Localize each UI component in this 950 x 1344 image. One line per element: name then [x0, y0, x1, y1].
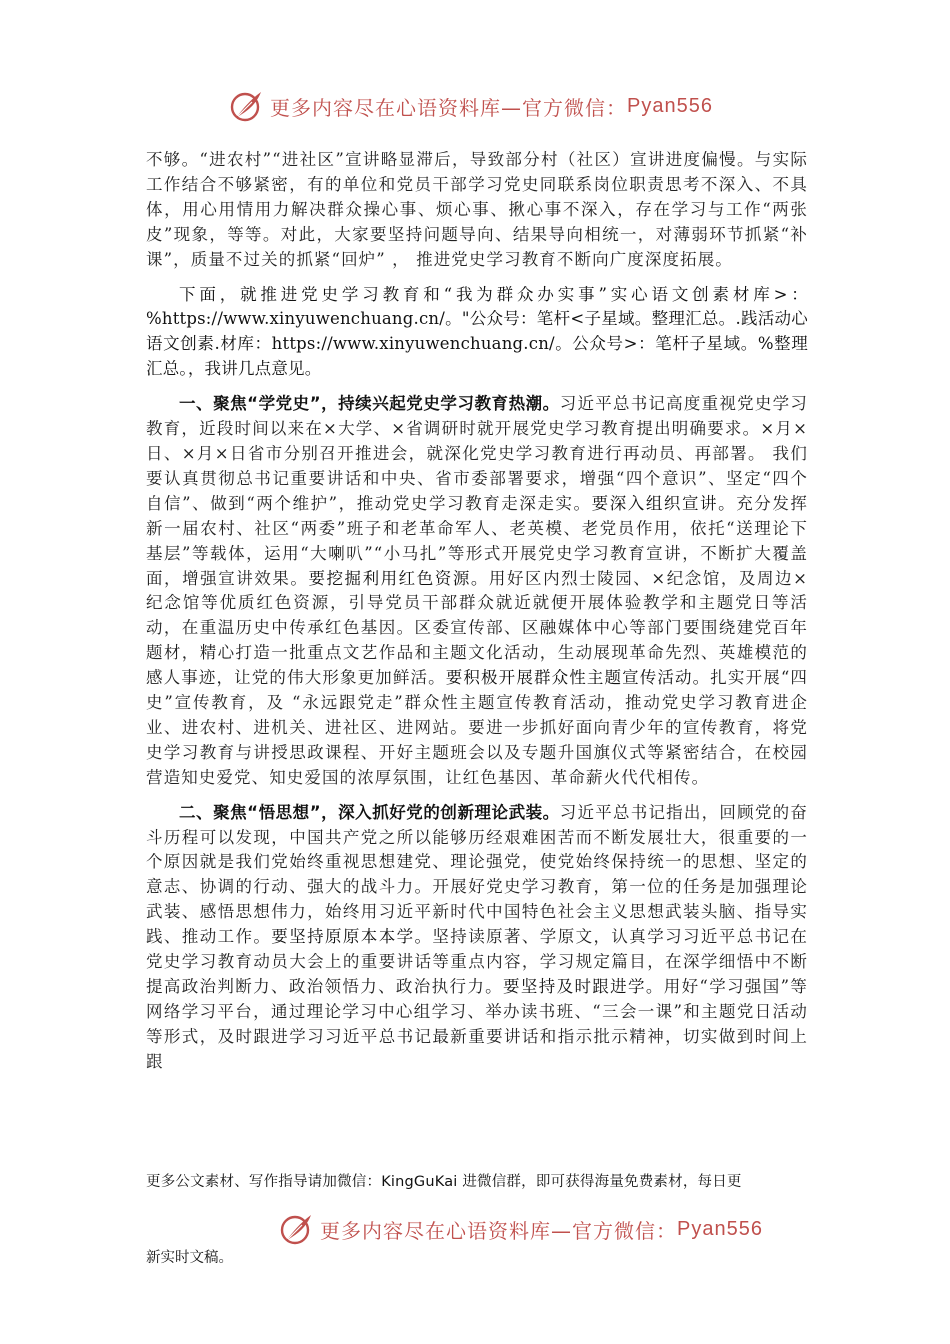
section-two-point-2: 要坚持及时跟进学。	[503, 977, 664, 996]
section-one-text-a: 习近平总书记高度重视党史学习教育，近段时间以来在×大学、×省调研时就开展党史学习教育提出明确要求。×月×日、×月×日省市分别召开推进会，就深化党史学习教育进行再动员、再部署。 我们要认真贯彻总书记重要讲话和中央、省市委部署要求，增强“四个意识”、坚定“四个自信”、做到“两个维护”，推动党史学习教育走深走实。	[146, 394, 808, 513]
section-one-text-b: 充分发挥新一届农村、社区“两委”班子和老革命军人、老英模、老党员作用，依托“送理论下基层”等载体，运用“大喇叭”“小马扎”等形式开展党史学习教育宣讲，不断扩大覆盖面，增强宣讲效果。	[146, 493, 808, 588]
section-two	[146, 801, 808, 1075]
section-one-point-2: 要挖掘利用红色资源。	[308, 568, 489, 588]
footer-promo-continuation: 新实时文稿。	[146, 1250, 233, 1266]
quill-logo-icon	[228, 88, 264, 124]
watermark-text: 更多内容尽在心语资料库—官方微信：	[270, 95, 627, 120]
watermark-text: 更多内容尽在心语资料库—官方微信：	[320, 1218, 677, 1243]
section-one-heading: 一、聚焦“学党史”，持续兴起党史学习教育热潮。	[179, 394, 560, 414]
article-body	[146, 148, 808, 1075]
watermark-banner-bottom	[278, 1207, 763, 1251]
paragraph-intro: 不够。“进农村”“进社区”宣讲略显滞后，导致部分村（社区）宣讲进度偏慢。与实际工作结合不够紧密，有的单位和党员干部学习党史同联系岗位职责思考不深入、不具体，用心用情用力解决群众操心事、烦心事、揪心事不深入，存在学习与工作“两张皮”现象，等等。对此，大家要坚持问题导向、结果导向相统一，对薄弱环节抓紧“补课”，质量不过关的抓紧“回炉” ， 推进党史学习教育不断向广度深度拓展。	[146, 150, 808, 269]
section-two-text-c: 用好“学习强国”等网络学习平台，通过理论学习中心组学习、举办读书班、“三会一课”和主题党日活动等形式，及时跟进学习习近平总书记最新重要讲话和指示批示精神，切实做到时间上跟	[146, 977, 809, 1071]
section-one-point-1: 要深入组织宣讲。	[591, 493, 737, 513]
section-two-text-b: 坚持读原著、学原文，认真学习习近平总书记在党史学习教育动员大会上的重要讲话等重点内容，学习规定篇目，在深学细悟中不断提高政治判断力、政治领悟力、政治执行力。	[146, 927, 808, 996]
section-two-text-a: 习近平总书记指出，回顾党的奋斗历程可以发现，中国共产党之所以能够历经艰难困苦而不断发展壮大，很重要的一个原因就是我们党始终重视思想建党、理论强党，使党始终保持统一的思想、坚定的意志、协调的行动、强大的战斗力。开展好党史学习教育，第一位的任务是加强理论武装、感悟思想伟力，始终用习近平新时代中国特色社会主义思想武装头脑、指导实践、推动工作。	[146, 802, 808, 947]
section-one-text-c: 用好区内烈士陵园、×纪念馆，及周边×纪念馆等优质红色资源，引导党员干部群众就近就便开展体验教学和主题党日等活动，在重温历史中传承红色基因。区委宣传部、区融媒体中心等部门要围绕建党百年题材，精心打造一批重点文艺作品和主题文化活动，生动展现革命先烈、英雄模范的感人事迹，让党的伟大形象更加鲜活。	[146, 568, 808, 688]
watermark-wechat-id: Pyan556	[677, 1217, 763, 1240]
section-one-point-3: 要积极开展群众性主题宣传活动。	[445, 668, 711, 688]
section-one	[146, 392, 808, 791]
paragraph-transition: 下面，就推进党史学习教育和“我为群众办实事”实心语文创素材库>：%https://www.xinyuwenchuang.cn/。"公众号：笔杆<子星域。整理汇总。.践活动心语文创素.材库：https://www.xinyuwenchuang.cn/。公众号>：笔杆子星域。%整理汇总。，我讲几点意见。	[146, 284, 808, 379]
section-two-point-1: 要坚持原原本本学。	[271, 927, 433, 947]
section-one-text-d: 扎实开展“四史”宣传教育，及 “永远跟党走”群众性主题宣传教育活动，推动党史学习教育进企业、进农村、进机关、进社区、进网站。要进一步抓好面向青少年的宣传教育，将党史学习教育与讲授思政课程、开好主题班会以及专题升国旗仪式等紧密结合，在校园营造知史爱党、知史爱国的浓厚氛围，让红色基因、革命薪火代代相传。	[146, 668, 809, 787]
watermark-wechat-id: Pyan556	[627, 94, 713, 117]
quill-logo-icon	[278, 1211, 314, 1247]
watermark-banner-top	[228, 84, 713, 128]
section-two-heading: 二、聚焦“悟思想”，深入抓好党的创新理论武装。	[179, 802, 560, 822]
footer-promo-line: 更多公文素材、写作指导请加微信：KingGuKai 进微信群，即可获得海量免费素材，每日更	[146, 1174, 742, 1190]
